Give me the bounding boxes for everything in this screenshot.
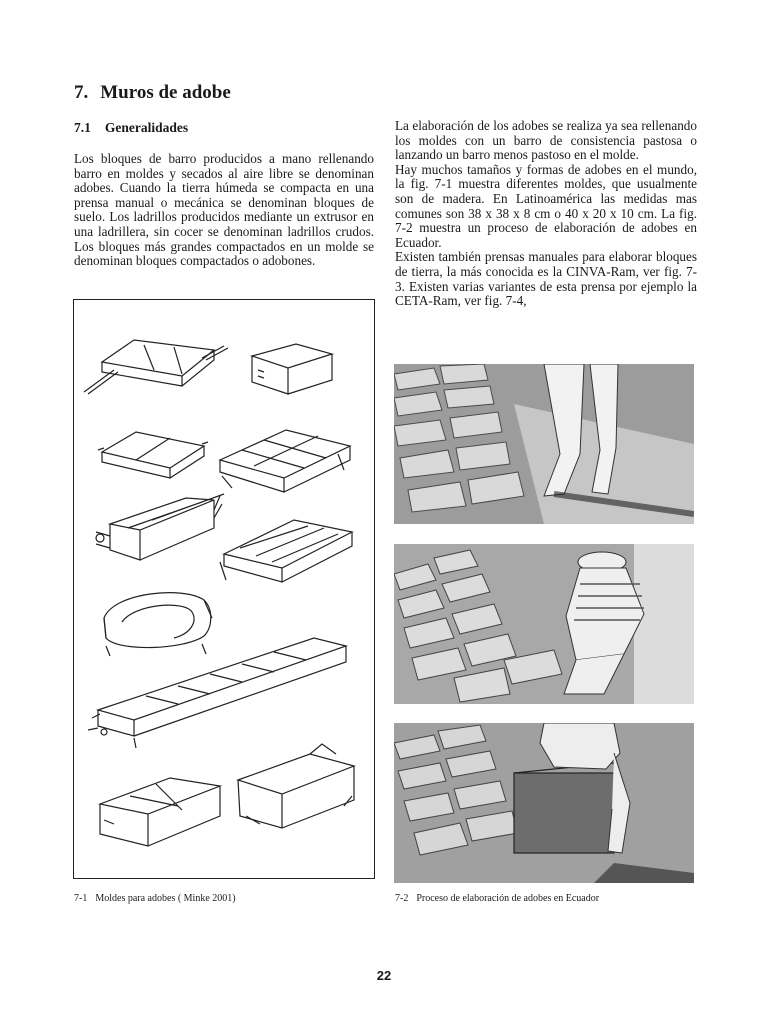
adobe-rows-photo bbox=[394, 364, 694, 524]
figure-molds-illustration bbox=[73, 299, 375, 879]
adobe-molds-drawing bbox=[74, 300, 374, 878]
section-title: Generalidades bbox=[104, 120, 189, 135]
chapter-number: 7. bbox=[74, 82, 89, 103]
figure-2-number: 7-2 bbox=[395, 893, 409, 904]
mold-four-cell-diagonal bbox=[220, 520, 352, 582]
paragraph-sizes: Hay muchos tamaños y formas de adobes en el mundo, la fig. 7-1 muestra diferentes moldes, que usualmente son de madera. En Latinoamérica las medidas mas comunes son 38 x 38 x 8 cm o 40 x 20 x 10 cm. La fig. 7-2 muestra un proceso de elaboración de adobes en Ecuador. bbox=[395, 161, 697, 250]
photo-worker-lifting-mold bbox=[394, 723, 694, 883]
mold-open-tray bbox=[238, 744, 354, 828]
figure-1-number: 7-1 bbox=[74, 893, 88, 904]
chapter-title: Muros de adobe bbox=[100, 82, 231, 103]
figure-2-caption-text: Proceso de elaboración de adobes en Ecuador bbox=[416, 893, 600, 904]
section-heading bbox=[74, 120, 188, 136]
right-column-text bbox=[395, 119, 697, 309]
photo-adobe-drying-field bbox=[394, 364, 694, 524]
mold-rounded-basin bbox=[104, 593, 212, 656]
mold-two-cell bbox=[98, 432, 208, 478]
figure-1-caption-text: Moldes para adobes ( Minke 2001) bbox=[95, 893, 236, 904]
figure-1-caption bbox=[74, 893, 236, 904]
mold-handled-frame bbox=[84, 340, 228, 394]
photo-worker-forming-adobes bbox=[394, 544, 694, 704]
page-number: 22 bbox=[376, 968, 392, 983]
mold-small-box bbox=[252, 344, 332, 394]
mold-two-cell-low bbox=[100, 778, 220, 846]
section-number: 7.1 bbox=[74, 120, 91, 135]
intro-paragraph: Los bloques de barro producidos a mano rellenando barro en moldes y secados al aire libre se denominan adobes. Cuando la tierra húmeda se compacta en una prensa manual o mecánica se denominan bloques de suelo. Los ladrillos producidos mediante un extrusor en una ladrillera, sin cocer se denominan ladrillos crudos. Los bloques más grandes compactados en un molde se denominan bloques compactados o adobones. bbox=[74, 151, 374, 269]
mold-four-cell-handled bbox=[96, 494, 224, 560]
mold-three-cell bbox=[220, 430, 350, 492]
mold-lifting-photo bbox=[394, 723, 694, 883]
paragraph-presses: Existen también prensas manuales para elaborar bloques de tierra, la más conocida es la CINVA-Ram, ver fig. 7-3. Existen varias variantes de esta prensa por ejemplo la CETA-Ram, ver fig. 7-4, bbox=[395, 249, 697, 309]
mold-long-multi-cell bbox=[88, 638, 346, 748]
chapter-heading bbox=[74, 82, 231, 104]
figure-2-caption bbox=[395, 893, 599, 904]
paragraph-elaboration: La elaboración de los adobes se realiza ya sea rellenando los moldes con un barro de consistencia pastosa o lanzando un barro menos pastoso en el molde. bbox=[395, 118, 697, 163]
worker-photo bbox=[394, 544, 694, 704]
